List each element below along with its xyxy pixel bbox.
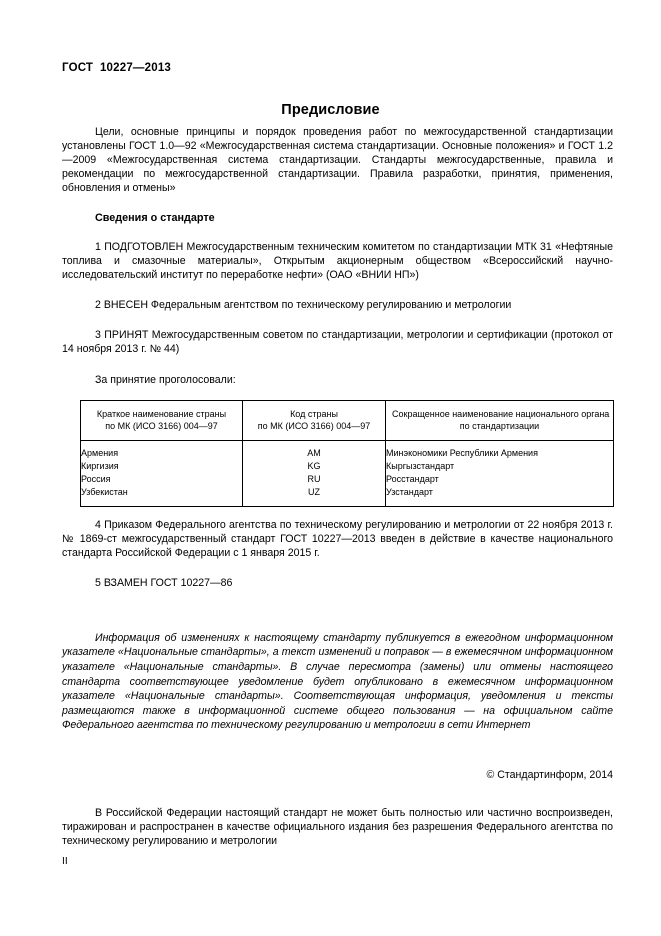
table-row — [81, 441, 614, 506]
copyright-notice: © Стандартинформ, 2014 — [486, 769, 613, 781]
column-header-code-line2: по МК (ИСО 3166) 004—97 — [257, 420, 371, 431]
column-header-country-line1: Краткое наименование страны — [96, 408, 227, 419]
table-cell-code-list — [243, 441, 386, 506]
cell-code-1: KG — [307, 461, 321, 472]
page-number: II — [62, 856, 68, 867]
vote-intro-text: За принятие проголосовали: — [95, 373, 236, 386]
country-vote-table — [80, 400, 614, 507]
subheading-standard-info: Сведения о стандарте — [95, 212, 215, 225]
cell-country-0: Армения — [81, 448, 119, 459]
page-title: Предисловие — [281, 101, 380, 118]
column-header-code — [243, 400, 386, 441]
cell-body-0: Минэкономики Республики Армения — [386, 448, 538, 459]
foreword-intro-paragraph: Цели, основные принципы и порядок проведения работ по межгосударственной стандартизации установлены ГОСТ 1.0—92 «Межгосударственная система стандартизации. Основные положения» и ГОСТ 1.2—2009 «Межгосударственная система стандартизации. Стандарты межгосударственные, правила и рекомендации по межгосударственной стандартизации. Правила разработки, принятия, применения, обновления и отмены» — [62, 126, 613, 195]
foreword-item-4: 4 Приказом Федерального агентства по техническому регулированию и метрологии от 22 ноября 2013 г. № 1869-ст межгосударственный стандарт ГОСТ 10227—2013 введен в действие в качестве национального стандарта Российской Федерации с 1 января 2015 г. — [62, 518, 613, 559]
cell-code-2: RU — [307, 473, 321, 484]
table-body — [81, 441, 614, 506]
foreword-item-1: 1 ПОДГОТОВЛЕН Межгосударственным техническим комитетом по стандартизации МТК 31 «Нефтяные топлива и смазочные материалы», Открытым акционерным обществом «Всероссийский научно-исследовательский институт по переработке нефти» (ОАО «ВНИИ НП») — [62, 241, 613, 282]
column-header-national-body — [386, 400, 614, 441]
reproduction-statement-text: В Российской Федерации настоящий стандарт не может быть полностью или частично воспроизведен, тиражирован и распространен в качестве официального издания без разрешения Федерального агентства по техническому регулированию и метрологии — [62, 807, 613, 848]
table-cell-country-list — [81, 441, 243, 506]
table-header-row — [81, 400, 614, 441]
cell-country-3: Узбекистан — [81, 486, 128, 497]
column-header-country — [81, 400, 243, 441]
column-header-national-body-line1: Сокращенное наименование национального органа — [392, 408, 610, 419]
cell-code-3: UZ — [308, 486, 320, 497]
reproduction-statement-block — [62, 806, 613, 848]
vote-table-container — [62, 400, 613, 507]
cell-body-3: Узстандарт — [386, 486, 433, 497]
column-header-national-body-line2: по стандартизации — [459, 420, 540, 431]
spacer — [62, 510, 613, 518]
amendment-notice-block — [62, 631, 613, 733]
foreword-item-5: 5 ВЗАМЕН ГОСТ 10227—86 — [95, 576, 233, 589]
cell-country-2: Россия — [81, 473, 111, 484]
foreword-item-3: 3 ПРИНЯТ Межгосударственным советом по стандартизации, метрологии и сертификации (протокол от 14 ноября 2013 г. № 44) — [62, 329, 613, 356]
column-header-country-line2: по МК (ИСО 3166) 004—97 — [105, 420, 218, 431]
cell-country-1: Киргизия — [81, 461, 119, 472]
cell-body-2: Росстандарт — [386, 473, 439, 484]
column-header-code-line1: Код страны — [290, 408, 338, 419]
content-column — [62, 125, 613, 733]
cell-body-1: Кыргызстандарт — [386, 461, 455, 472]
table-cell-national-body-list — [386, 441, 614, 506]
document-header-standard-number: ГОСТ 10227—2013 — [62, 62, 172, 74]
table-header — [81, 400, 614, 441]
cell-code-0: AM — [307, 448, 321, 459]
amendment-notice-text: Информация об изменениях к настоящему стандарту публикуется в ежегодном информационном указателе «Национальные стандарты», а текст изменений и поправок — в ежемесячном информационном указателе «Национальные стандарты». В случае пересмотра (замены) или отмены настоящего стандарта соответствующее уведомление будет опубликовано в ежемесячном информационном указателе «Национальные стандарты». Соответствующая информация, уведомления и тексты размещаются также в информационной системе общего пользования — на официальном сайте Федерального агентства по техническому регулированию и метрологии в сети Интернет — [62, 631, 613, 732]
foreword-item-2: 2 ВНЕСЕН Федеральным агентством по техническому регулированию и метрологии — [95, 299, 512, 312]
